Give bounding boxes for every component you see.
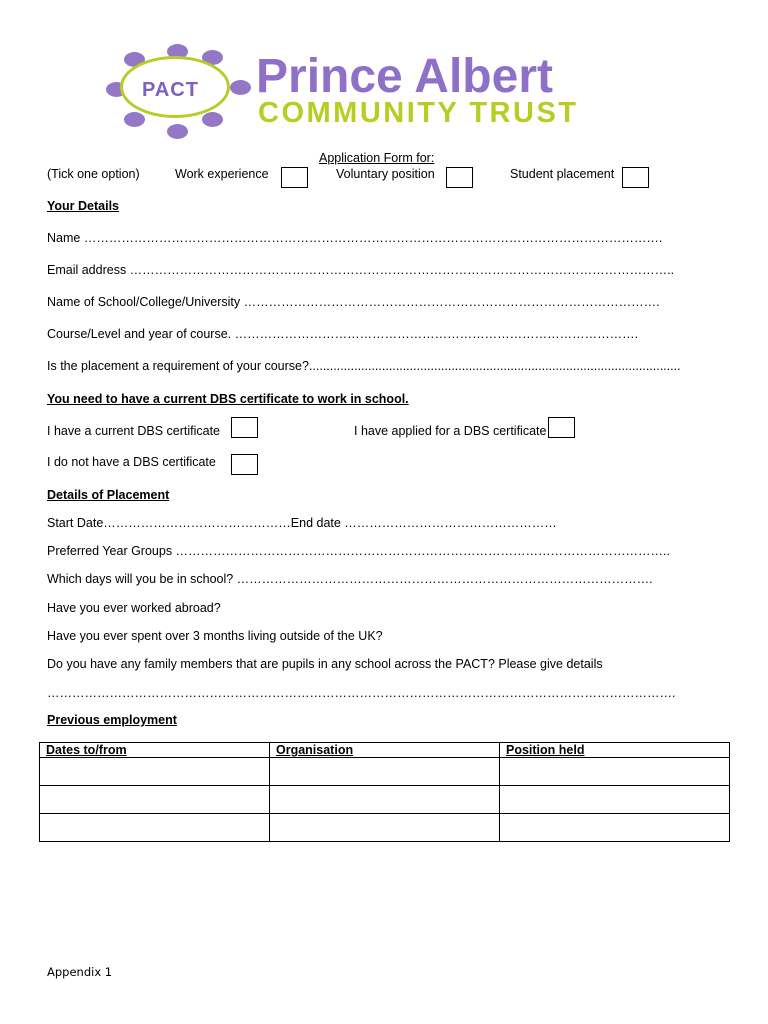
table-row [40,786,730,814]
table-row [40,814,730,842]
option-voluntary-label: Voluntary position [336,167,435,181]
logo-dot [124,112,145,127]
dbs-applied-checkbox[interactable] [548,417,575,438]
days-field[interactable]: Which days will you be in school? ………………………………………………………………………………………. [47,572,653,586]
email-field[interactable]: Email address ………………………………………………………………………………………………………………….. [47,263,675,277]
family-details-field[interactable]: ……………………………………………………………………………………………………………………………………. [47,686,676,700]
logo-title: Prince Albert [256,50,553,103]
logo-dot [167,124,188,139]
form-title: Application Form for: [319,151,435,165]
table-row [40,758,730,786]
placement-heading: Details of Placement [47,488,170,502]
name-field[interactable]: Name …………………………………………………………………………………………………………………………. [47,231,663,245]
table-cell[interactable] [270,786,500,814]
student-placement-checkbox[interactable] [622,167,649,188]
table-cell[interactable] [500,814,730,842]
family-question: Do you have any family members that are pupils in any school across the PACT? Please give details [47,657,603,671]
course-field[interactable]: Course/Level and year of course. ……………………………………………………………………………………. [47,327,639,341]
voluntary-position-checkbox[interactable] [446,167,473,188]
table-cell[interactable] [500,758,730,786]
employment-table [39,742,730,842]
abroad-question: Have you ever worked abroad? [47,601,221,615]
dbs-applied-label: I have applied for a DBS certificate [354,424,547,438]
dates-column-header: Dates to/from [40,743,270,758]
school-field[interactable]: Name of School/College/University ………………………………………………………………………………………. [47,295,660,309]
logo-subtitle: COMMUNITY TRUST [258,97,579,129]
employment-heading: Previous employment [47,713,177,727]
table-cell[interactable] [270,814,500,842]
dbs-none-label: I do not have a DBS certificate [47,455,216,469]
table-cell[interactable] [500,786,730,814]
table-cell[interactable] [40,786,270,814]
pact-logo [104,40,664,140]
logo-dot [202,112,223,127]
table-cell[interactable] [270,758,500,786]
organisation-column-header: Organisation [270,743,500,758]
dbs-current-checkbox[interactable] [231,417,258,438]
work-experience-checkbox[interactable] [281,167,308,188]
tick-prompt: (Tick one option) [47,167,140,181]
table-header-row [40,743,730,758]
dbs-current-label: I have a current DBS certificate [47,424,220,438]
requirement-field[interactable]: Is the placement a requirement of your course?........................................................................................................... [47,359,681,373]
logo-badge-text: PACT [142,79,199,101]
your-details-heading: Your Details [47,199,120,213]
option-student-label: Student placement [510,167,615,181]
position-column-header: Position held [500,743,730,758]
outside-uk-question: Have you ever spent over 3 months living outside of the UK? [47,629,383,643]
footer-appendix: Appendix 1 [47,965,113,979]
table-cell[interactable] [40,814,270,842]
option-work-experience-label: Work experience [175,167,269,181]
logo-dot [230,80,251,95]
dbs-heading: You need to have a current DBS certificate to work in school. [47,392,409,406]
year-groups-field[interactable]: Preferred Year Groups ……………………………………………………………………………………………………….. [47,544,670,558]
dbs-none-checkbox[interactable] [231,454,258,475]
table-cell[interactable] [40,758,270,786]
dates-field[interactable]: Start Date………………………………………End date …………………………………………… [47,516,557,530]
